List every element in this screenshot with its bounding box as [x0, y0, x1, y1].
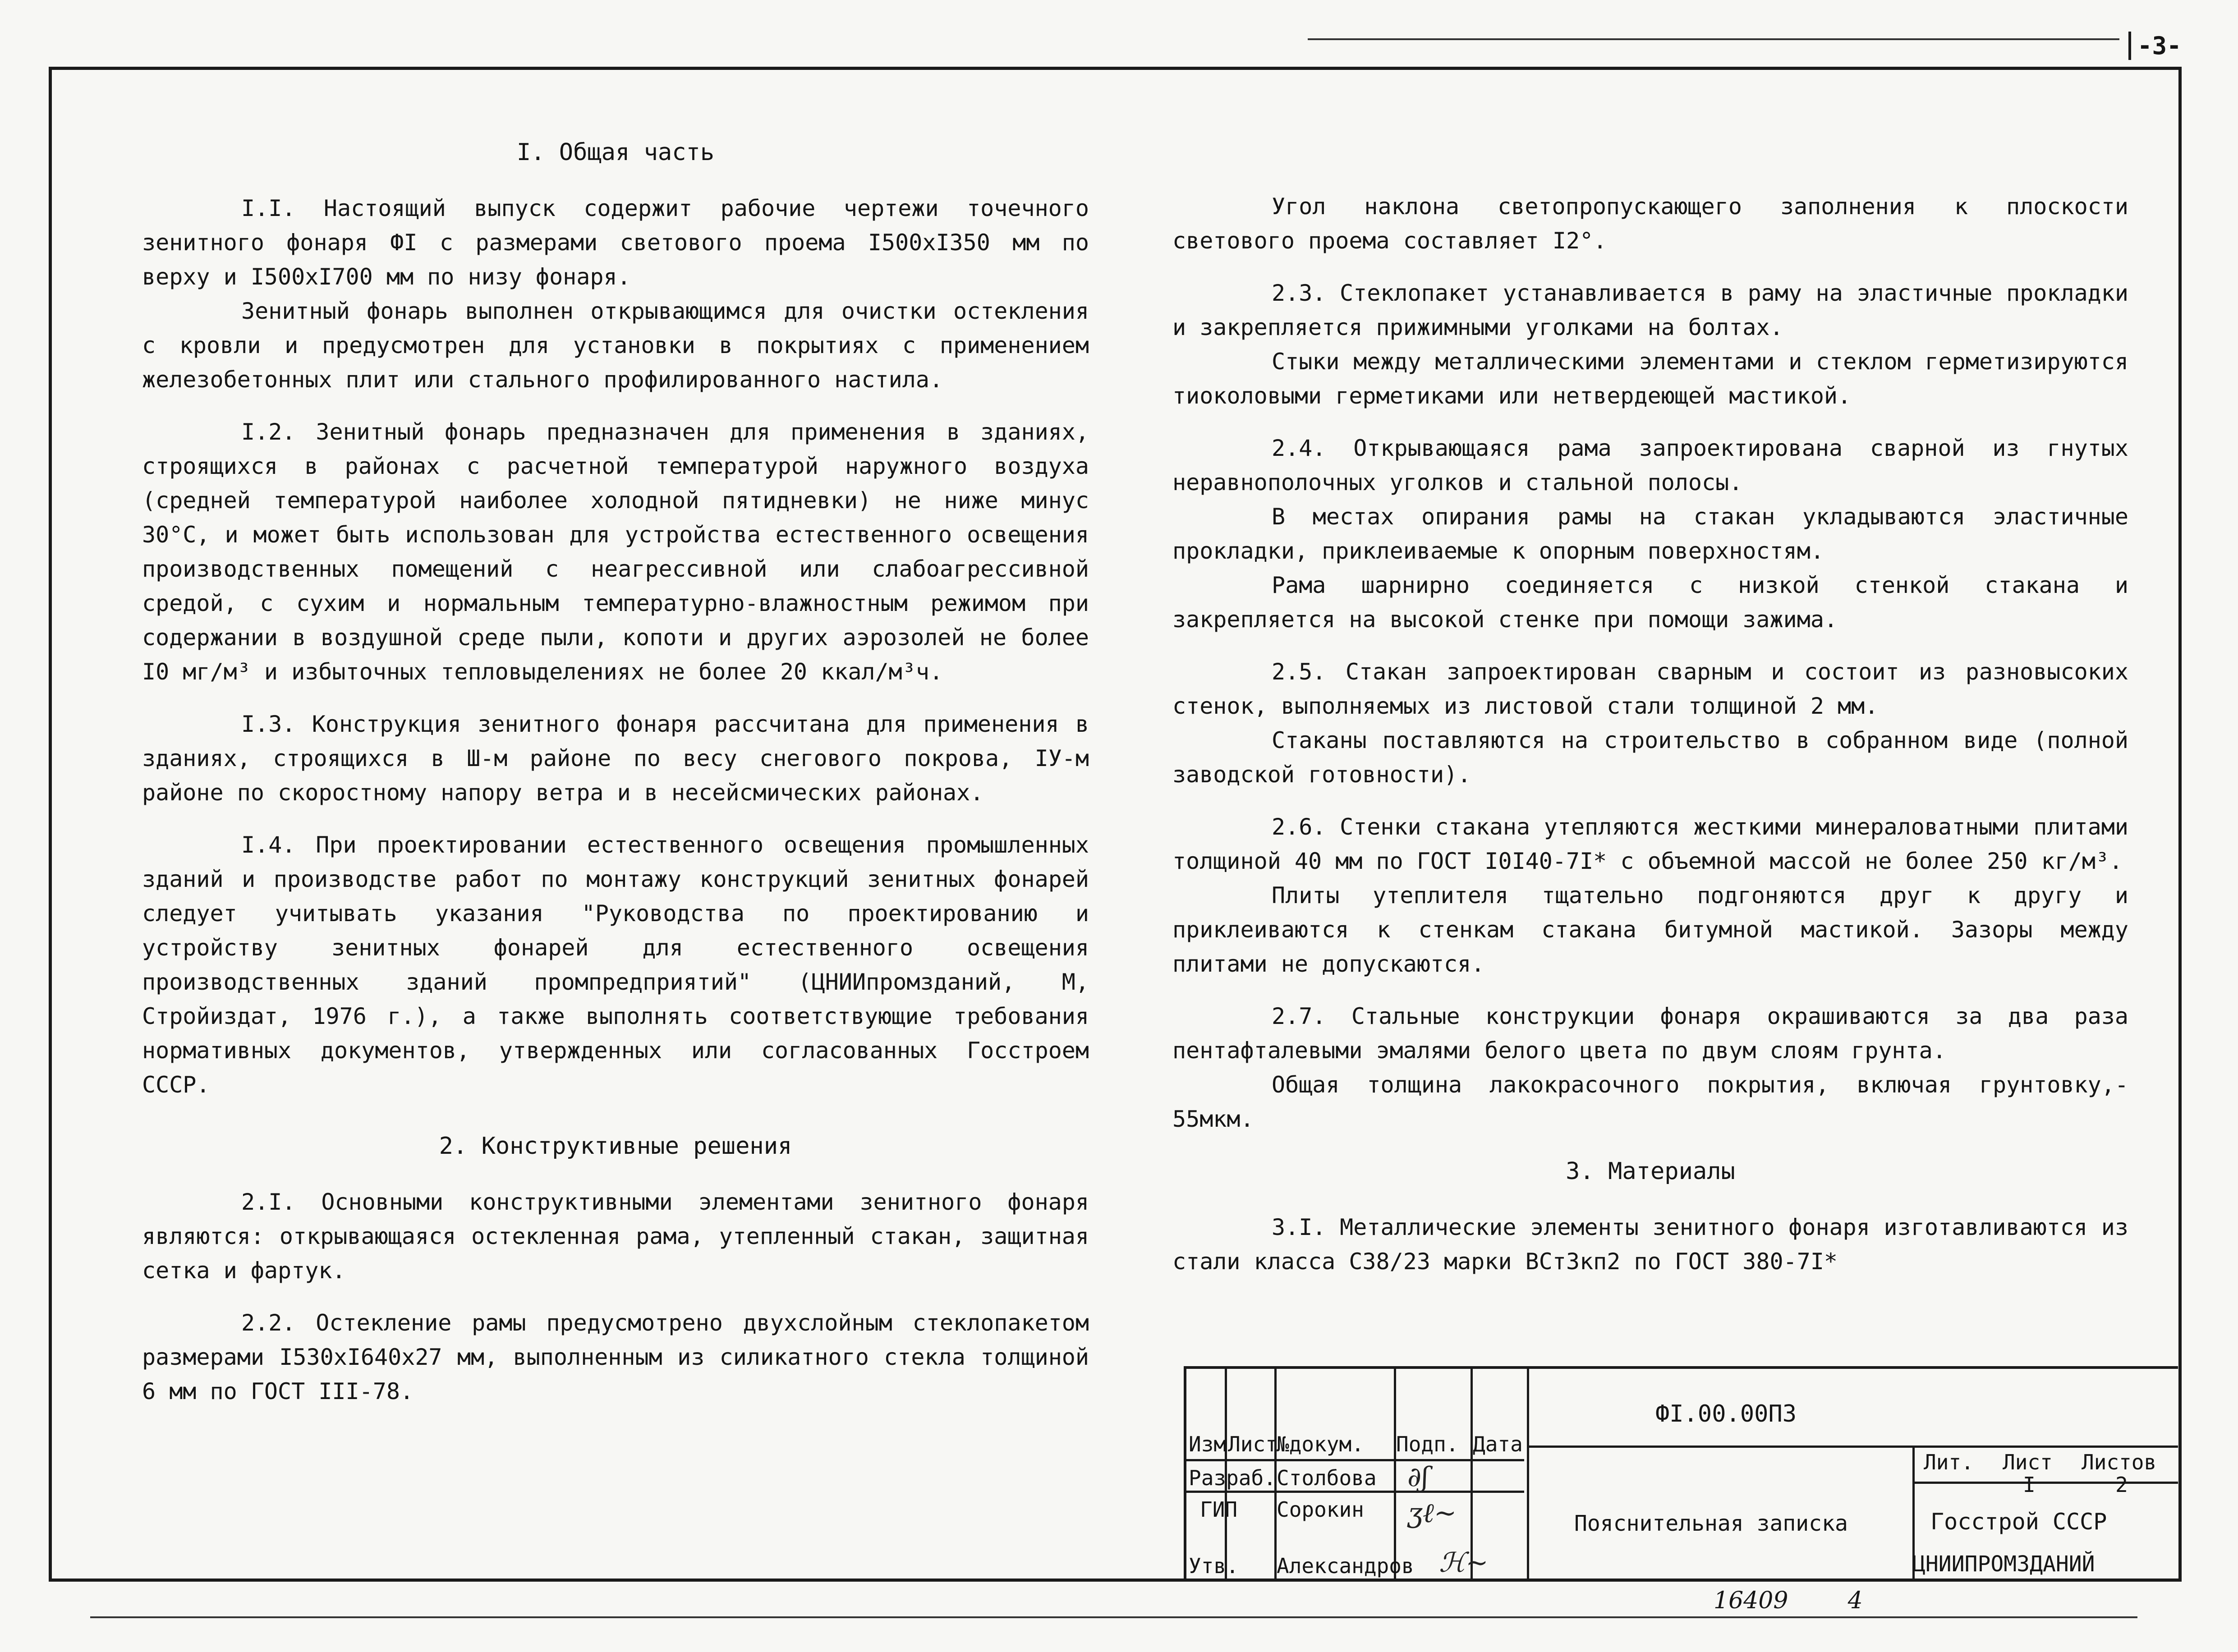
paragraph-1-1b: Зенитный фонарь выполнен открывающимся для очистки остекления с кровли и предусмотрен для установки в покрытиях с применением железобетонных плит или стального профилированного настила.	[142, 298, 1089, 393]
paragraph-1-3: I.3. Конструкция зенитного фонаря рассчитана для применения в зданиях, строящихся в Ш-м районе по весу снегового покрова, IУ-м районе по скоростному напору ветра и в несейсмических районах.	[142, 711, 1089, 806]
document-title: Пояснительная записка	[1574, 1511, 1848, 1536]
section-3-heading: 3. Материалы	[1566, 1158, 1735, 1185]
paragraph-2-3b: Стыки между металлическими элементами и стеклом герметизируются тиоколовыми герметиками или нетвердеющей мастикой.	[1172, 349, 2128, 409]
stamp-row-line	[1186, 1459, 1524, 1461]
paragraph-2-4b: В местах опирания рамы на стакан укладываются эластичные прокладки, приклеиваемые к опорным поверхностям.	[1172, 504, 2128, 564]
paragraph-2-1: 2.I. Основными конструктивными элементами зенитного фонаря являются: открывающаяся остекленная рама, утепленный стакан, защитная сетка и фартук.	[142, 1189, 1089, 1284]
paragraph-2-7: 2.7. Стальные конструкции фонаря окрашиваются за два раза пентафталевыми эмалями белого цвета по двум слоям грунта.	[1172, 1003, 2128, 1064]
top-rule	[1308, 38, 2119, 40]
paragraph-2-7b: Общая толщина лакокрасочного покрытия, включая грунтовку,- 55мкм.	[1172, 1072, 2128, 1132]
razrab-name: Столбова	[1277, 1466, 1377, 1490]
signature-utv: ℋ∼	[1439, 1547, 1489, 1579]
paragraph-2-2: 2.2. Остекление рамы предусмотрено двухслойным стеклопакетом размерами I530xI640x27 мм, выполненным из силикатного стекла толщиной 6 мм по ГОСТ III-78.	[142, 1310, 1089, 1404]
stamp-header-izm: Изм	[1189, 1432, 1227, 1456]
paragraph-2-3: 2.3. Стеклопакет устанавливается в раму на эластичные прокладки и закрепляется прижимными уголками на болтах.	[1172, 280, 2128, 340]
stamp-header-podp: Подп.	[1396, 1432, 1459, 1456]
gip-label: ГИП	[1200, 1497, 1238, 1522]
inventory-number-value: 16409	[1714, 1587, 1788, 1614]
signature-razrab: ∂ʃ	[1407, 1461, 1429, 1493]
paragraph-1-1: I.I. Настоящий выпуск содержит рабочие чертежи точечного зенитного фонаря ФI с размерами светового проема I500xI350 мм по верху и I500xI700 мм по низу фонаря.	[142, 195, 1089, 290]
paragraph-1-4: I.4. При проектировании естественного освещения промышленных зданий и производстве работ по монтажу конструкций зенитных фонарей следует учитывать указания "Руководства по проектированию и устройству зенитных фонарей для естественного освещения производственных зданий промпредприятий" (ЦНИИпромзданий, М, Стройиздат, 1976 г.), а также выполнять соответствующие требования нормативных документов, утвержденных или согласованных Госстроем СССР.	[142, 832, 1089, 1098]
signature-gip: ʒℓ∼	[1407, 1497, 1457, 1529]
paragraph-2-6: 2.6. Стенки стакана утепляются жесткими минераловатными плитами толщиной 40 мм по ГОСТ I0I40-7I* с объемной массой не более 250 кг/м³.	[1172, 814, 2128, 874]
stamp-divider	[1527, 1369, 1529, 1582]
stamp-header-list: Лист	[1228, 1432, 1278, 1456]
list-label: Лист	[2003, 1450, 2053, 1474]
stamp-row-line	[1186, 1491, 1524, 1493]
inventory-number-suffix: 4	[1847, 1587, 1863, 1614]
utv-label: Утв.	[1189, 1554, 1239, 1578]
utv-name: Александров	[1277, 1554, 1414, 1578]
listov-value: 2	[2115, 1473, 2128, 1497]
document-code: ФI.00.00ПЗ	[1655, 1400, 1797, 1427]
gip-name: Сорокин	[1277, 1497, 1364, 1522]
stamp-header-data: Дата	[1473, 1432, 1523, 1456]
lit-label: Лит.	[1924, 1450, 1974, 1474]
paragraph-2-4c: Рама шарнирно соединяется с низкой стенкой стакана и закрепляется на высокой стенке при помощи зажима.	[1172, 572, 2128, 633]
paragraph-angle: Угол наклона светопропускающего заполнения к плоскости светового проема составляет I2°.	[1172, 193, 2128, 254]
paragraph-1-2: I.2. Зенитный фонарь предназначен для применения в зданиях, строящихся в районах с расчетной температурой наружного воздуха (средней температурой наиболее холодной пятидневки) не ниже минус 30°С, и может быть использован для устройства естественного освещения производственных помещений с неагрессивной или слабоагрессивной средой, с сухим и нормальным температурно-влажностным режимом при содержании в воздушной среде пыли, копоти и других аэрозолей не более I0 мг/м³ и избыточных тепловыделениях не более 20 ккал/м³ч.	[142, 419, 1089, 685]
title-block	[1184, 1366, 2178, 1582]
organization-2: ЦНИИПРОМЗДАНИЙ	[1912, 1551, 2095, 1577]
stamp-divider	[1394, 1369, 1396, 1582]
section-2-heading: 2. Конструктивные решения	[439, 1133, 792, 1160]
section-1-heading: I. Общая часть	[516, 139, 715, 166]
inventory-number	[1714, 1587, 1863, 1614]
paragraph-2-4: 2.4. Открывающаяся рама запроектирована сварной из гнутых неравнополочных уголков и стальной полосы.	[1172, 435, 2128, 496]
stamp-row-line	[1912, 1482, 2178, 1484]
bottom-rule	[90, 1616, 2137, 1618]
paragraph-2-5b: Стаканы поставляются на строительство в собранном виде (полной заводской готовности).	[1172, 727, 2128, 788]
list-value: I	[2023, 1473, 2036, 1497]
page-number: -3-	[2128, 32, 2182, 60]
left-column	[142, 135, 1089, 1427]
paragraph-2-5: 2.5. Стакан запроектирован сварным и состоит из разновысоких стенок, выполняемых из листовой стали толщиной 2 мм.	[1172, 659, 2128, 719]
paragraph-3-1: 3.I. Металлические элементы зенитного фонаря изготавливаются из стали класса С38/23 марки ВСт3кп2 по ГОСТ 380-7I*	[1172, 1214, 2128, 1275]
right-column	[1172, 189, 2128, 1297]
paragraph-2-6b: Плиты утеплителя тщательно подгоняются друг к другу и приклеиваются к стенкам стакана битумной мастикой. Зазоры между плитами не допускаются.	[1172, 882, 2128, 977]
organization-1: Госстрой СССР	[1930, 1509, 2107, 1535]
listov-label: Листов	[2082, 1450, 2157, 1474]
stamp-header-ndoc: №докум.	[1277, 1432, 1364, 1456]
razrab-label: Разраб.	[1189, 1466, 1276, 1490]
stamp-row-line	[1527, 1446, 2178, 1448]
